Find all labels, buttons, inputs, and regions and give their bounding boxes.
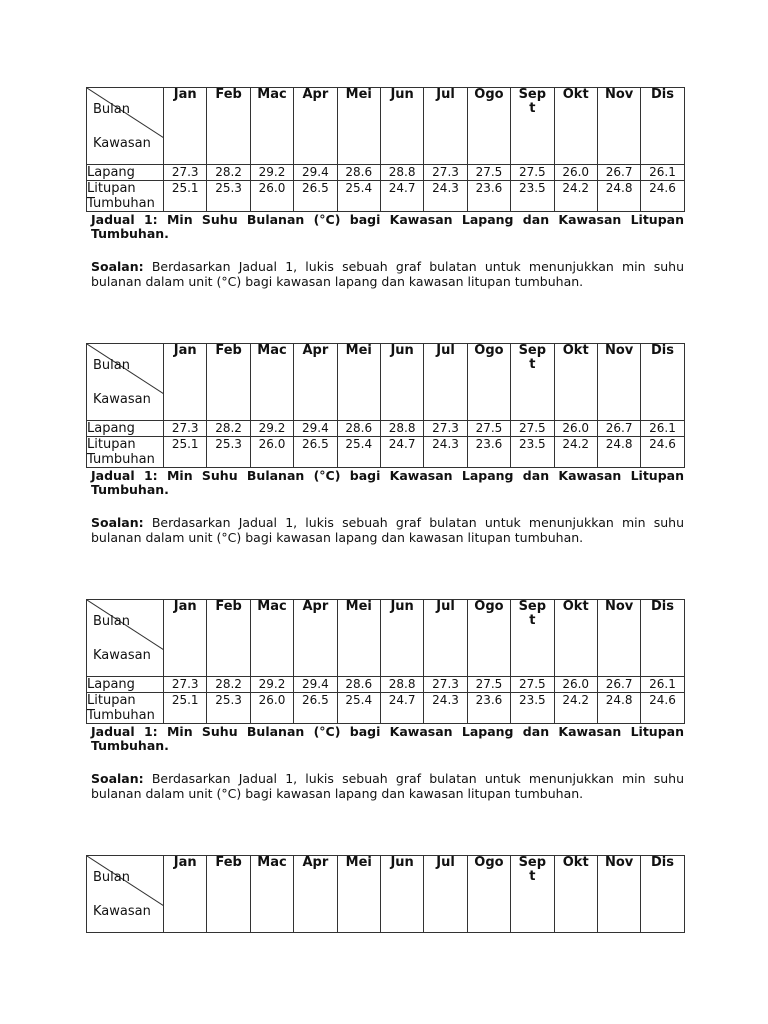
temperature-table <box>86 87 685 212</box>
question-paragraph <box>86 259 684 289</box>
month-header: Jun <box>380 88 423 165</box>
table-cell: 23.6 <box>467 693 510 724</box>
month-header: Feb <box>207 600 250 677</box>
table-cell: 28.8 <box>380 421 423 437</box>
month-header: Mei <box>337 88 380 165</box>
corner-label-kawasan: Kawasan <box>93 648 151 663</box>
table-cell: 25.1 <box>164 693 207 724</box>
corner-label-bulan: Bulan <box>93 614 130 629</box>
table-cell: 23.6 <box>467 437 510 468</box>
table-cell: 28.8 <box>380 165 423 181</box>
month-header: Nov <box>597 600 640 677</box>
table-row <box>87 437 685 468</box>
table-cell: 25.4 <box>337 437 380 468</box>
table-cell: 29.4 <box>294 677 337 693</box>
month-header: Dis <box>641 88 684 165</box>
month-header: Jun <box>380 600 423 677</box>
temperature-table <box>86 599 685 724</box>
month-header: Okt <box>554 88 597 165</box>
table-cell: 26.0 <box>250 693 293 724</box>
worksheet-block-2 <box>86 343 684 545</box>
table-cell: 25.3 <box>207 693 250 724</box>
worksheet-block-4 <box>86 855 684 933</box>
month-header: Jun <box>380 344 423 421</box>
month-header: Feb <box>207 88 250 165</box>
table-cell: 27.3 <box>164 421 207 437</box>
question-paragraph <box>86 771 684 801</box>
table-cell: 29.4 <box>294 165 337 181</box>
question-label: Soalan: <box>91 515 144 530</box>
worksheet-block-1 <box>86 87 684 289</box>
table-cell: 26.1 <box>641 421 684 437</box>
table-cell: 23.5 <box>511 181 554 212</box>
row-label: Lapang <box>87 165 164 181</box>
month-header: Mei <box>337 856 380 933</box>
table-cell: 25.3 <box>207 181 250 212</box>
month-header: Dis <box>641 344 684 421</box>
table-header-row <box>87 856 685 933</box>
table-cell: 29.2 <box>250 421 293 437</box>
table-cell: 24.8 <box>597 693 640 724</box>
month-header: Ogo <box>467 88 510 165</box>
month-header: Sept <box>511 600 554 677</box>
corner-cell <box>87 600 164 677</box>
row-label: Lapang <box>87 421 164 437</box>
table-cell: 28.6 <box>337 165 380 181</box>
table-cell: 26.0 <box>554 677 597 693</box>
question-paragraph <box>86 515 684 545</box>
table-cell: 26.1 <box>641 165 684 181</box>
table-cell: 26.1 <box>641 677 684 693</box>
question-text: Berdasarkan Jadual 1, lukis sebuah graf bulatan untuk menunjukkan min suhu bulanan dalam unit (°C) bagi kawasan lapang dan kawasan litupan tumbuhan. <box>91 515 684 545</box>
table-cell: 29.2 <box>250 677 293 693</box>
temperature-table <box>86 343 685 468</box>
month-header: Jan <box>164 856 207 933</box>
month-header: Mac <box>250 600 293 677</box>
table-cell: 27.5 <box>467 421 510 437</box>
month-header: Mei <box>337 600 380 677</box>
table-cell: 24.8 <box>597 437 640 468</box>
table-cell: 25.1 <box>164 437 207 468</box>
table-cell: 27.5 <box>511 421 554 437</box>
month-header: Apr <box>294 88 337 165</box>
table-cell: 24.2 <box>554 693 597 724</box>
question-text: Berdasarkan Jadual 1, lukis sebuah graf bulatan untuk menunjukkan min suhu bulanan dalam unit (°C) bagi kawasan lapang dan kawasan litupan tumbuhan. <box>91 771 684 801</box>
table-cell: 24.2 <box>554 437 597 468</box>
question-label: Soalan: <box>91 771 144 786</box>
corner-label-kawasan: Kawasan <box>93 904 151 919</box>
table-row <box>87 677 685 693</box>
month-header: Feb <box>207 856 250 933</box>
table-cell: 26.5 <box>294 181 337 212</box>
table-cell: 24.3 <box>424 437 467 468</box>
row-label: Litupan Tumbuhan <box>87 437 164 468</box>
month-header: Apr <box>294 856 337 933</box>
table-cell: 24.6 <box>641 693 684 724</box>
month-header: Jan <box>164 600 207 677</box>
table-cell: 25.4 <box>337 181 380 212</box>
month-header: Okt <box>554 600 597 677</box>
month-header: Okt <box>554 856 597 933</box>
table-cell: 26.7 <box>597 165 640 181</box>
month-header: Apr <box>294 600 337 677</box>
month-header: Sept <box>511 344 554 421</box>
table-cell: 26.0 <box>554 165 597 181</box>
month-header: Dis <box>641 600 684 677</box>
table-cell: 27.3 <box>424 165 467 181</box>
month-header: Jan <box>164 344 207 421</box>
table-row <box>87 421 685 437</box>
month-header: Jul <box>424 856 467 933</box>
corner-cell <box>87 344 164 421</box>
table-cell: 26.5 <box>294 437 337 468</box>
month-header: Mac <box>250 856 293 933</box>
question-label: Soalan: <box>91 259 144 274</box>
table-cell: 28.8 <box>380 677 423 693</box>
table-cell: 26.7 <box>597 677 640 693</box>
table-cell: 26.0 <box>554 421 597 437</box>
month-header: Ogo <box>467 344 510 421</box>
table-cell: 23.5 <box>511 437 554 468</box>
table-cell: 27.3 <box>424 421 467 437</box>
table-cell: 25.1 <box>164 181 207 212</box>
table-caption: Jadual 1: Min Suhu Bulanan (°C) bagi Kawasan Lapang dan Kawasan Litupan Tumbuhan. <box>91 724 684 753</box>
table-cell: 28.2 <box>207 677 250 693</box>
corner-label-bulan: Bulan <box>93 102 130 117</box>
table-cell: 24.2 <box>554 181 597 212</box>
month-header: Feb <box>207 344 250 421</box>
table-caption: Jadual 1: Min Suhu Bulanan (°C) bagi Kawasan Lapang dan Kawasan Litupan Tumbuhan. <box>91 468 684 497</box>
month-header: Okt <box>554 344 597 421</box>
table-cell: 24.6 <box>641 437 684 468</box>
row-label: Litupan Tumbuhan <box>87 693 164 724</box>
temperature-table <box>86 855 685 933</box>
table-row <box>87 181 685 212</box>
month-header: Sept <box>511 856 554 933</box>
table-row <box>87 165 685 181</box>
table-cell: 26.0 <box>250 437 293 468</box>
row-label: Lapang <box>87 677 164 693</box>
month-header: Mac <box>250 88 293 165</box>
table-cell: 27.3 <box>164 165 207 181</box>
month-header: Mac <box>250 344 293 421</box>
month-header: Ogo <box>467 856 510 933</box>
table-cell: 23.6 <box>467 181 510 212</box>
table-cell: 24.7 <box>380 693 423 724</box>
table-cell: 27.5 <box>511 677 554 693</box>
table-cell: 29.2 <box>250 165 293 181</box>
table-cell: 27.3 <box>164 677 207 693</box>
corner-label-bulan: Bulan <box>93 870 130 885</box>
corner-cell <box>87 88 164 165</box>
table-cell: 24.3 <box>424 693 467 724</box>
table-cell: 26.5 <box>294 693 337 724</box>
table-cell: 28.2 <box>207 421 250 437</box>
question-text: Berdasarkan Jadual 1, lukis sebuah graf bulatan untuk menunjukkan min suhu bulanan dalam unit (°C) bagi kawasan lapang dan kawasan litupan tumbuhan. <box>91 259 684 289</box>
table-cell: 24.7 <box>380 181 423 212</box>
month-header: Nov <box>597 856 640 933</box>
month-header: Jul <box>424 88 467 165</box>
month-header: Mei <box>337 344 380 421</box>
table-cell: 27.5 <box>467 677 510 693</box>
table-cell: 27.5 <box>511 165 554 181</box>
month-header: Dis <box>641 856 684 933</box>
month-header: Nov <box>597 88 640 165</box>
table-cell: 28.6 <box>337 677 380 693</box>
month-header: Apr <box>294 344 337 421</box>
table-header-row <box>87 600 685 677</box>
table-cell: 28.6 <box>337 421 380 437</box>
table-cell: 24.6 <box>641 181 684 212</box>
month-header: Jul <box>424 344 467 421</box>
table-cell: 27.5 <box>467 165 510 181</box>
month-header: Jun <box>380 856 423 933</box>
month-header: Jan <box>164 88 207 165</box>
corner-cell <box>87 856 164 933</box>
table-cell: 24.8 <box>597 181 640 212</box>
worksheet-block-3 <box>86 599 684 801</box>
corner-label-bulan: Bulan <box>93 358 130 373</box>
table-cell: 26.7 <box>597 421 640 437</box>
table-caption: Jadual 1: Min Suhu Bulanan (°C) bagi Kawasan Lapang dan Kawasan Litupan Tumbuhan. <box>91 212 684 241</box>
table-cell: 29.4 <box>294 421 337 437</box>
corner-label-kawasan: Kawasan <box>93 392 151 407</box>
month-header: Nov <box>597 344 640 421</box>
month-header: Ogo <box>467 600 510 677</box>
month-header: Jul <box>424 600 467 677</box>
table-cell: 27.3 <box>424 677 467 693</box>
month-header: Sept <box>511 88 554 165</box>
table-cell: 28.2 <box>207 165 250 181</box>
table-cell: 23.5 <box>511 693 554 724</box>
table-cell: 25.4 <box>337 693 380 724</box>
corner-label-kawasan: Kawasan <box>93 136 151 151</box>
row-label: Litupan Tumbuhan <box>87 181 164 212</box>
table-cell: 25.3 <box>207 437 250 468</box>
table-cell: 24.3 <box>424 181 467 212</box>
table-cell: 26.0 <box>250 181 293 212</box>
table-cell: 24.7 <box>380 437 423 468</box>
table-header-row <box>87 344 685 421</box>
table-header-row <box>87 88 685 165</box>
table-row <box>87 693 685 724</box>
